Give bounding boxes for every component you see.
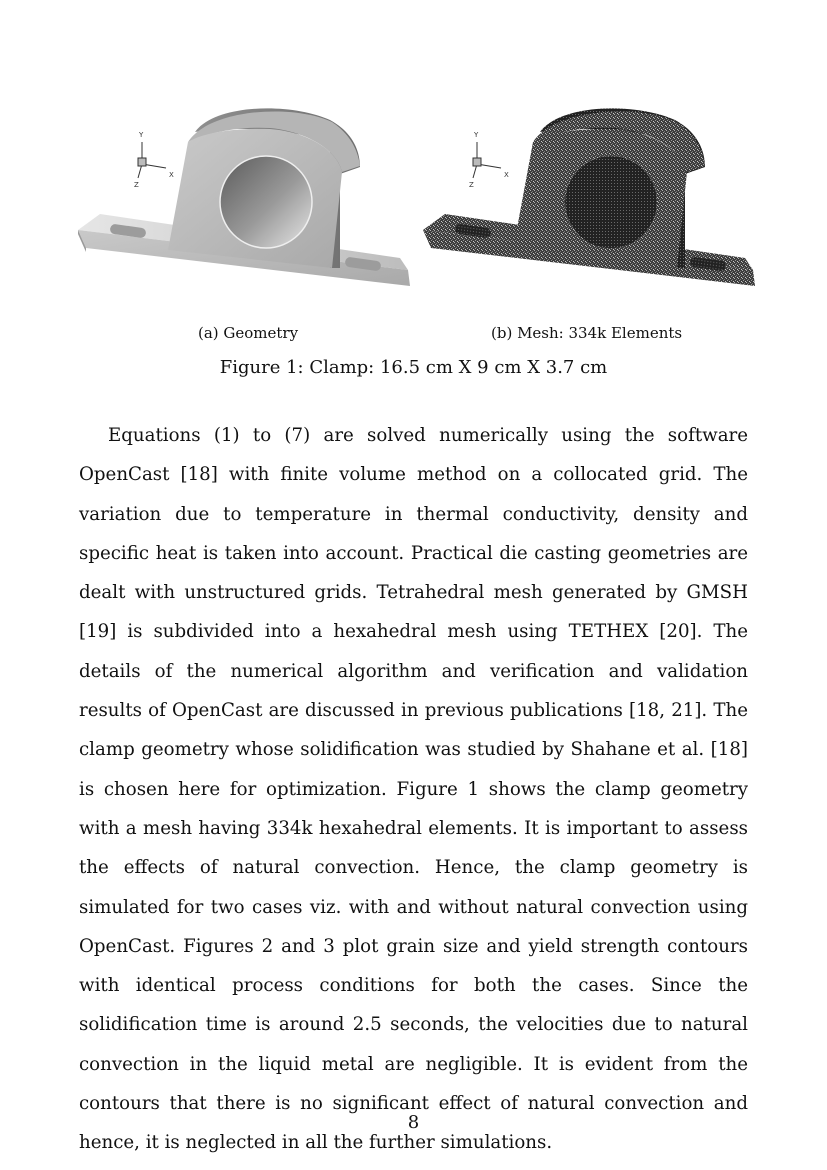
page-number: 8 — [407, 1112, 420, 1133]
mesh-axis-triad — [473, 142, 501, 178]
subfigure-caption-b: (b) Mesh: 334k Elements — [491, 324, 683, 342]
figure-caption: Figure 1: Clamp: 16.5 cm X 9 cm X 3.7 cm — [219, 357, 608, 378]
mesh-bore-interior — [565, 156, 657, 248]
figure-1 — [70, 92, 760, 322]
clamp-geometry-render — [70, 92, 415, 322]
axis-triad — [138, 142, 166, 178]
body-paragraph: Equations (1) to (7) are solved numerically using the software OpenCast [18] with finite volume method on a collocated grid. The variation due to temperature in thermal conductivity, density and specific heat is taken into account. Practical die casting geometries are dealt with unstructured grids. Tetrahedral mesh generated by GMSH [19] is subdivided into a hexahedral mesh using TETHEX [20]. The details of the numerical algorithm and verification and validation results of OpenCast are discussed in previous publications [18, 21]. The clamp geometry whose solidification was studied by Shahane et al. [18] is chosen here for optimization. Figure 1 shows the clamp geometry with a mesh having 334k hexahedral elements. It is important to assess the effects of natural convection. Hence, the clamp geometry is simulated for two cases viz. with and without natural convection using OpenCast. Figures 2 and 3 plot grain size and yield strength contours with identical process conditions for both the cases. Since the solidification time is around 2.5 seconds, the velocities due to natural convection in the liquid metal are negligible. It is evident from the contours that there is no significant effect of natural convection and hence, it is neglected in all the further simulations. — [79, 425, 748, 1154]
axis-label-z: Z — [134, 181, 139, 189]
clamp-mesh-render — [415, 92, 760, 322]
subfigure-caption-a: (a) Geometry — [198, 324, 299, 342]
mesh-axis-label-y: Y — [474, 131, 479, 139]
mesh-axis-label-x: X — [504, 171, 509, 179]
mesh-axis-label-z: Z — [469, 181, 474, 189]
axis-label-y: Y — [139, 131, 144, 139]
axis-label-x: X — [169, 171, 174, 179]
